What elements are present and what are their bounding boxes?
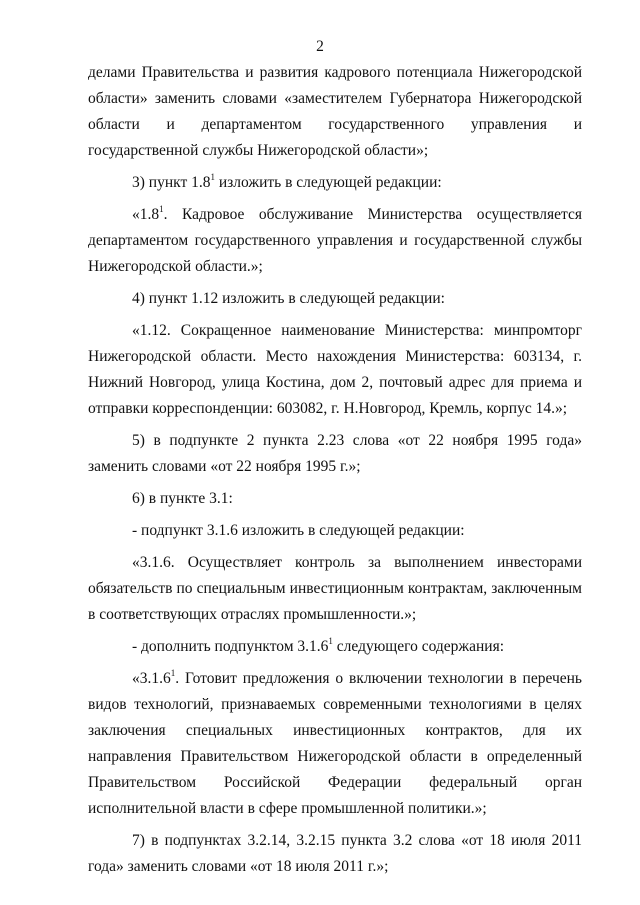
paragraph (88, 60, 586, 164)
paragraph (88, 828, 586, 880)
document-body (88, 60, 586, 886)
paragraph-text: . Готовит предложения о включении технологии в перечень видов технологий, признаваемых современными технологиями в целях заключения специальных инвестиционных контрактов, для их направления Правительством Нижегородской области в определенный Правительством Российской Федерации федеральный орган исполнительной власти в сфере промышленной политики.»; (88, 670, 586, 817)
paragraph-text: - дополнить подпунктом 3.1.6 (132, 638, 329, 655)
paragraph-text: делами Правительства и развития кадрового потенциала Нижегородской области» заменить словами «заместителем Губернатора Нижегородской области и департаментом государственного управления и государственной службы Нижегородской области»; (88, 64, 586, 159)
paragraph (88, 202, 586, 280)
paragraph (88, 550, 586, 628)
paragraph-text: 5) в подпункте 2 пункта 2.23 слова «от 22 ноября 1995 года» заменить словами «от 22 ноября 1995 г.»; (88, 432, 586, 475)
paragraph-text: «1.12. Сокращенное наименование Министерства: минпромторг Нижегородской области. Место нахождения Министерства: 603134, г. Нижний Новгород, улица Костина, дом 2, почтовый адрес для приема и отправки корреспонденции: 603082, г. Н.Новгород, Кремль, корпус 14.»; (88, 322, 586, 417)
paragraph (88, 286, 582, 312)
superscript: 1 (170, 667, 176, 678)
paragraph-text: «3.1.6. Осуществляет контроль за выполнением инвесторами обязательств по специальным инвестиционным контрактам, заключенным в соответствующих отраслях промышленности.»; (88, 554, 586, 623)
paragraph-text: 7) в подпунктах 3.2.14, 3.2.15 пункта 3.2 слова «от 18 июля 2011 года» заменить словами «от 18 июля 2011 г.»; (88, 832, 586, 875)
paragraph-text: «3.1.6 (132, 670, 171, 687)
paragraph-text: «1.8 (132, 206, 160, 223)
paragraph (88, 428, 586, 480)
superscript: 1 (159, 203, 164, 214)
paragraph-text: 3) пункт 1.8 (132, 174, 211, 191)
paragraph (88, 318, 586, 422)
paragraph (88, 666, 586, 822)
superscript: 1 (210, 171, 215, 182)
paragraph (88, 170, 582, 196)
paragraph-text: 6) в пункте 3.1: (132, 490, 233, 507)
page-number: 2 (316, 38, 324, 55)
paragraph-text: следующего содержания: (332, 638, 505, 655)
paragraph (88, 518, 582, 544)
paragraph-text: изложить в следующей редакции: (214, 174, 442, 191)
paragraph-text: - подпункт 3.1.6 изложить в следующей редакции: (132, 522, 465, 539)
paragraph (88, 486, 582, 512)
superscript: 1 (328, 635, 333, 646)
paragraph-text: 4) пункт 1.12 изложить в следующей редакции: (132, 290, 445, 307)
paragraph (88, 634, 582, 660)
paragraph-text: . Кадровое обслуживание Министерства осуществляется департаментом государственного управления и государственной службы Нижегородской области.»; (88, 206, 586, 275)
